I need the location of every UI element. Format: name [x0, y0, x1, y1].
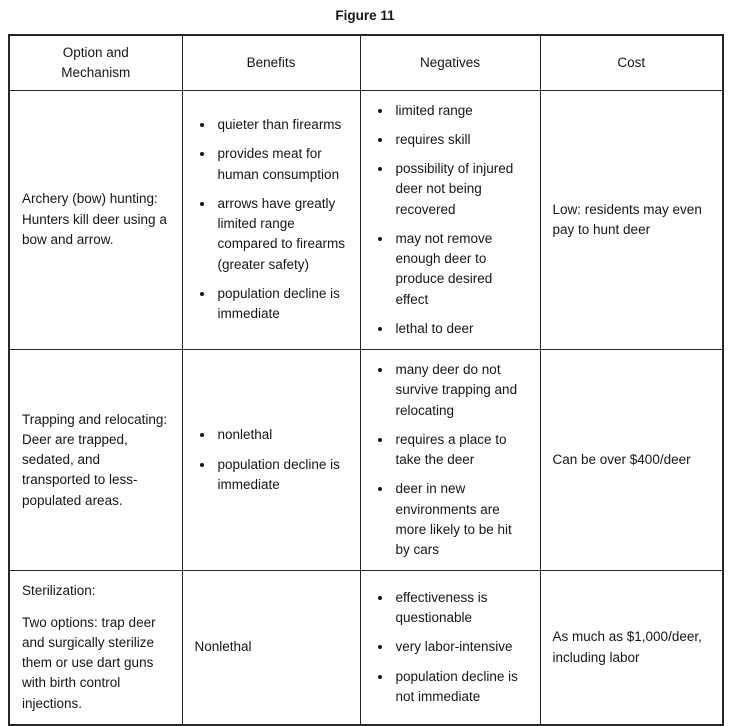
table-body	[9, 90, 723, 725]
header-row	[9, 35, 723, 90]
column-header-negatives: Negatives	[360, 35, 540, 90]
table-row	[9, 571, 723, 725]
negatives-item: • requires skill	[393, 130, 528, 150]
option-paragraph: Sterilization:	[22, 583, 96, 599]
benefits-cell	[182, 350, 360, 571]
benefits-item: • arrows have greatly limited range compared to firearms (greater safety)	[215, 194, 348, 275]
negatives-item: • deer in new environments are more likely to be hit by cars	[393, 479, 528, 560]
cost-text: As much as $1,000/deer, including labor	[552, 629, 702, 665]
deer-management-options-table	[8, 34, 724, 726]
cost-text: Low: residents may even pay to hunt deer	[552, 201, 702, 237]
benefits-cell	[182, 571, 360, 725]
negatives-item: • very labor-intensive	[393, 637, 528, 657]
benefits-cell	[182, 90, 360, 350]
benefits-item: • population decline is immediate	[215, 455, 348, 496]
negatives-item: • population decline is not immediate	[393, 667, 528, 708]
column-header-cost: Cost	[540, 35, 723, 90]
cost-cell	[540, 90, 723, 350]
benefits-item: • nonlethal	[215, 425, 348, 445]
negatives-cell	[360, 90, 540, 350]
negatives-item: • many deer do not survive trapping and relocating	[393, 360, 528, 421]
benefits-text: Nonlethal	[194, 639, 252, 655]
negatives-cell	[360, 350, 540, 571]
negatives-item: • possibility of injured deer not being recovered	[393, 159, 528, 220]
cost-text: Can be over $400/deer	[552, 452, 691, 467]
benefits-list	[195, 425, 348, 495]
cost-cell	[540, 350, 723, 571]
negatives-item: • limited range	[393, 101, 528, 121]
option-cell	[9, 571, 182, 725]
negatives-list	[373, 588, 528, 707]
negatives-item: • may not remove enough deer to produce desired effect	[393, 229, 528, 310]
benefits-item: • population decline is immediate	[215, 284, 348, 325]
negatives-cell	[360, 571, 540, 725]
benefits-list	[195, 115, 348, 324]
cost-cell	[540, 571, 723, 725]
table-row	[9, 90, 723, 350]
column-header-benefits: Benefits	[182, 35, 360, 90]
negatives-list	[373, 101, 528, 340]
negatives-item: • effectiveness is questionable	[393, 588, 528, 629]
option-paragraph: Archery (bow) hunting: Hunters kill deer using a bow and arrow.	[22, 191, 167, 247]
figure-title: Figure 11	[335, 8, 395, 23]
negatives-list	[373, 360, 528, 560]
table-row	[9, 350, 723, 571]
column-header-option-and-mechanism: Option and Mechanism	[9, 35, 182, 90]
option-cell	[9, 350, 182, 571]
option-cell	[9, 90, 182, 350]
negatives-item: • lethal to deer	[393, 319, 528, 339]
benefits-item: • quieter than firearms	[215, 115, 348, 135]
option-paragraph: Two options: trap deer and surgically sterilize them or use dart guns with birth control injections.	[22, 614, 156, 711]
option-paragraph: Trapping and relocating: Deer are trapped, sedated, and transported to less-populated areas.	[22, 411, 168, 508]
negatives-item: • requires a place to take the deer	[393, 430, 528, 471]
benefits-item: • provides meat for human consumption	[215, 144, 348, 185]
